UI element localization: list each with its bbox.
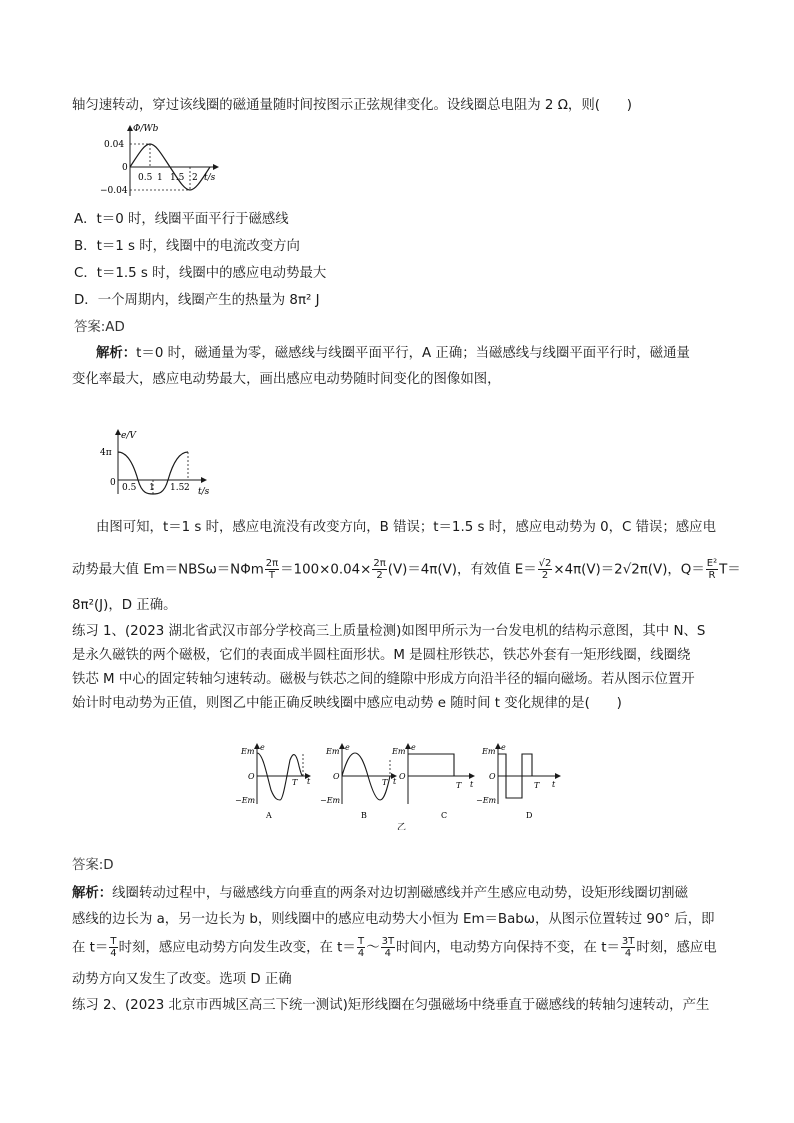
exercise2-line-1: 练习 2、(2023 北京市西城区高三下统一测试)矩形线圈在匀强磁场中绕垂直于磁感线的转轴匀速转动，产生 bbox=[72, 998, 710, 1013]
svg-text:e: e bbox=[501, 743, 506, 752]
flux-y-pos: 0.04 bbox=[104, 140, 125, 150]
flux-ylabel: Φ/Wb bbox=[133, 124, 159, 134]
graphs-caption: 乙 bbox=[397, 823, 407, 830]
flux-xlabel: t/s bbox=[204, 173, 216, 183]
svg-text:T: T bbox=[292, 778, 298, 787]
flux-x-tick-3: 2 bbox=[192, 173, 198, 183]
emf-x-tick-0: 0.5 bbox=[122, 483, 137, 493]
emf-xlabel: t/s bbox=[198, 487, 210, 497]
svg-text:O: O bbox=[489, 772, 496, 781]
exercise1-line-1: 练习 1、(2023 湖北省武汉市部分学校高三上质量检测)如图甲所示为一台发电机的结构示意图，其中 N、S bbox=[72, 624, 706, 639]
exercise1-line-2: 是永久磁铁的两个磁极，它们的表面成半圆柱面形状。M 是圆柱形铁芯，铁芯外套有一矩形线圈，线圈绕 bbox=[72, 648, 691, 663]
option-c: C．t＝1.5 s 时，线圈中的感应电动势最大 bbox=[74, 266, 327, 281]
flux-y-neg: −0.04 bbox=[100, 186, 128, 196]
problem-stem: 轴匀速转动，穿过该线圈的磁通量随时间按图示正弦规律变化。设线圈总电阻为 2 Ω，则( ) bbox=[72, 98, 632, 113]
svg-text:T: T bbox=[382, 778, 388, 787]
exercise1-line-4: 始计时电动势为正值，则图乙中能正确反映线圈中感应电动势 e 随时间 t 变化规律的是( ) bbox=[72, 696, 622, 711]
svg-text:e: e bbox=[260, 743, 265, 752]
graph-d bbox=[476, 743, 560, 820]
emf-x-tick-1: 1 bbox=[149, 483, 155, 493]
problem-analysis-line-1: 解析：t＝0 时，磁通量为零，磁感线与线圈平面平行，A 正确；当磁感线与线圈平面平行时，磁通量 bbox=[96, 346, 690, 361]
fraction-2pi-over-2: $\frac{2\pi}{2}$ bbox=[373, 558, 386, 581]
svg-text:O: O bbox=[399, 772, 406, 781]
svg-text:Em: Em bbox=[482, 747, 496, 756]
svg-text:Em: Em bbox=[241, 747, 255, 756]
svg-text:T: T bbox=[534, 781, 540, 790]
fraction-sqrt2-over-2: $\frac{√2}{2}$ bbox=[538, 558, 552, 581]
problem-analysis-line-4: 动势最大值 Em＝NBSω＝NΦm $\frac{2\pi}{T}$ ＝100×0.04× $\frac{2\pi}{2}$ (V)＝4π(V)，有效值 E＝ $\frac{√2}{2}$ ×4π(V)＝2√2π(V)，Q＝ $\frac{\text{E²}}{R}$ T＝ bbox=[72, 558, 741, 581]
exercise1-answer: 答案:D bbox=[72, 858, 114, 873]
exercise1-analysis-line-3: 在 t＝ $\frac{T}{4}$ 时刻，感应电动势方向发生改变，在 t＝ $\frac{T}{4}$ ～ $\frac{3T}{4}$ 时间内，电动势方向保持不变，在 t＝ $\frac{3T}{4}$ 时刻，感应电 bbox=[72, 936, 717, 959]
graph-b-label: B bbox=[361, 811, 367, 820]
exercise1-analysis-line-2: 感线的边长为 a，另一边长为 b，则线圈中的感应电动势大小恒为 Em＝Babω，从图示位置转过 90° 后，即 bbox=[72, 912, 715, 927]
graph-a bbox=[235, 743, 311, 820]
svg-text:T: T bbox=[456, 781, 462, 790]
svg-text:e: e bbox=[345, 743, 350, 752]
exercise1-analysis-line-1: 解析：线圈转动过程中，与磁感线方向垂直的两条对边切割磁感线并产生感应电动势，设矩形线圈切割磁 bbox=[72, 886, 688, 901]
graph-c bbox=[391, 743, 474, 820]
flux-x-tick-2: 1.5 bbox=[170, 173, 185, 183]
svg-text:t: t bbox=[552, 780, 556, 789]
option-d: D．一个周期内，线圈产生的热量为 8π² J bbox=[74, 293, 320, 308]
option-a: A．t＝0 时，线圈平面平行于磁感线 bbox=[74, 212, 289, 227]
emf-graph bbox=[96, 428, 236, 498]
problem-analysis-line-2: 变化率最大，感应电动势最大，画出感应电动势随时间变化的图像如图， bbox=[72, 372, 501, 387]
svg-text:e: e bbox=[411, 743, 416, 752]
svg-text:Em: Em bbox=[392, 747, 406, 756]
svg-text:t: t bbox=[393, 777, 397, 786]
problem-analysis-line-5: 8π²(J)，D 正确。 bbox=[72, 598, 177, 613]
analysis-label: 解析： bbox=[96, 346, 137, 361]
exercise1-analysis-line-4: 动势方向又发生了改变。选项 D 正确 bbox=[72, 972, 292, 987]
flux-x-tick-0: 0.5 bbox=[138, 173, 153, 183]
flux-x-tick-1: 1 bbox=[157, 173, 163, 183]
svg-text:O: O bbox=[333, 772, 340, 781]
graph-a-label: A bbox=[266, 811, 272, 820]
svg-text:Em: Em bbox=[326, 747, 340, 756]
problem-answer: 答案:AD bbox=[74, 320, 125, 335]
option-b: B．t＝1 s 时，线圈中的电流改变方向 bbox=[74, 239, 300, 254]
emf-x-tick-3: 2 bbox=[184, 483, 190, 493]
flux-graph bbox=[100, 120, 250, 202]
emf-y-zero: 0 bbox=[110, 478, 116, 488]
emf-x-tick-2: 1.5 bbox=[170, 483, 185, 493]
graph-c-label: C bbox=[441, 811, 448, 820]
svg-text:−Em: −Em bbox=[235, 796, 256, 805]
svg-text:−Em: −Em bbox=[320, 796, 341, 805]
emf-ylabel: e/V bbox=[121, 431, 136, 441]
fraction-2pi-over-T: $\frac{2\pi}{T}$ bbox=[265, 558, 279, 581]
svg-text:t: t bbox=[470, 780, 474, 789]
svg-text:O: O bbox=[248, 772, 255, 781]
svg-text:−Em: −Em bbox=[476, 796, 497, 805]
emf-y-pos: 4π bbox=[100, 448, 112, 458]
problem-analysis-line-3: 由图可知，t＝1 s 时，感应电流没有改变方向，B 错误；t＝1.5 s 时，感应电动势为 0，C 错误；感应电 bbox=[96, 520, 716, 535]
fraction-E2-over-R: $\frac{\text{E²}}{R}$ bbox=[706, 558, 718, 581]
graph-b bbox=[320, 743, 397, 820]
flux-y-zero: 0 bbox=[122, 163, 128, 173]
exercise1-graphs bbox=[230, 740, 570, 830]
graph-d-label: D bbox=[526, 811, 533, 820]
exercise1-line-3: 铁芯 M 中心的固定转轴匀速转动。磁极与铁芯之间的缝隙中形成方向沿半径的辐向磁场。若从图示位置开 bbox=[72, 672, 695, 687]
svg-text:t: t bbox=[307, 777, 311, 786]
